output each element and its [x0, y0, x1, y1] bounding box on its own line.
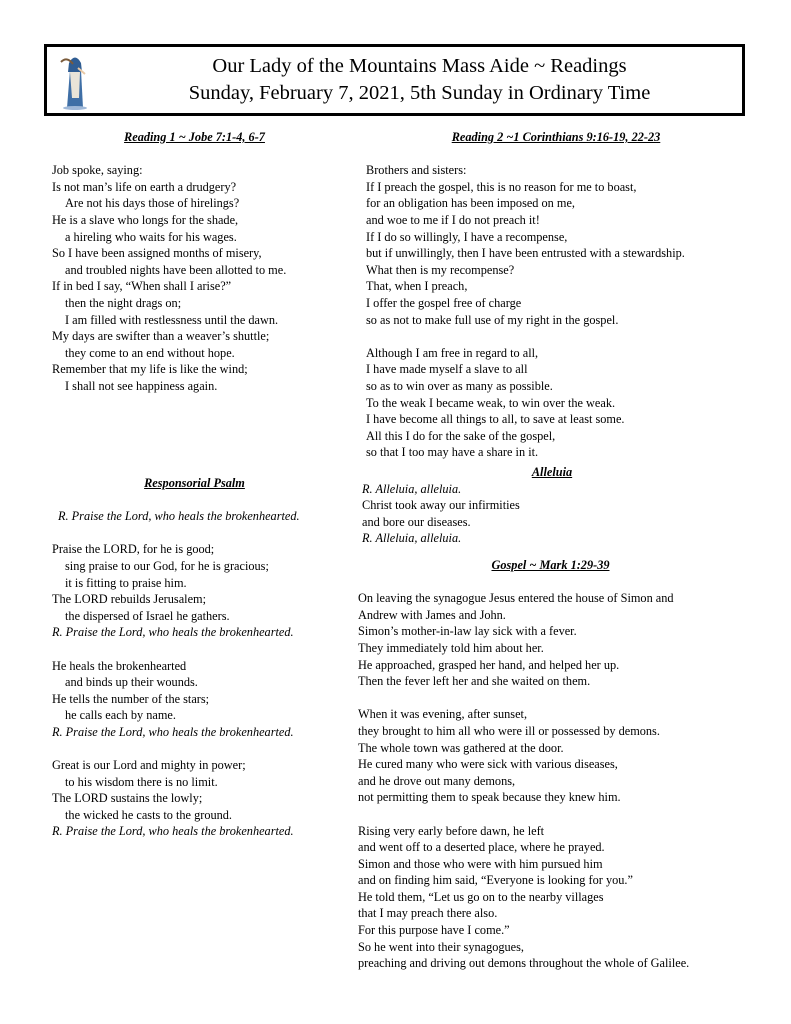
- gospel-line: Then the fever left her and she waited on them.: [358, 674, 591, 689]
- psalm-line: The LORD sustains the lowly;: [52, 791, 203, 806]
- gospel-line: preaching and driving out demons throughout the whole of Galilee.: [358, 956, 690, 971]
- psalm-response: R. Praise the Lord, who heals the brokenhearted.: [58, 509, 300, 524]
- psalm-line: He tells the number of the stars;: [52, 691, 210, 706]
- title-line-1: Our Lady of the Mountains Mass Aide ~ Readings: [212, 55, 627, 77]
- title-line-2: Sunday, February 7, 2021, 5th Sunday in Ordinary Time: [188, 82, 651, 104]
- gospel-line: and on finding him said, “Everyone is looking for you.”: [358, 873, 633, 888]
- psalm-heading: Responsorial Psalm: [144, 476, 245, 490]
- reading-2-line: so as not to make full use of my right in the gospel.: [366, 312, 619, 327]
- gospel-heading: Gospel ~ Mark 1:29-39: [491, 558, 610, 572]
- psalm-line: The LORD rebuilds Jerusalem;: [52, 592, 207, 607]
- reading-2-line: All this I do for the sake of the gospel,: [366, 428, 556, 443]
- psalm-line: he calls each by name.: [65, 708, 176, 723]
- gospel-line: that I may preach there also.: [358, 906, 498, 921]
- reading-2-line: I have made myself a slave to all: [366, 362, 528, 377]
- alleluia-line: R. Alleluia, alleluia.: [362, 531, 462, 546]
- psalm-line: it is fitting to praise him.: [65, 575, 187, 590]
- reading-2-line: and woe to me if I do not preach it!: [366, 212, 540, 227]
- reading-1-line: and troubled nights have been allotted to me.: [65, 262, 287, 277]
- psalm-line: the wicked he casts to the ground.: [65, 807, 232, 822]
- reading-2-line: What then is my recompense?: [366, 262, 515, 277]
- gospel-line: For this purpose have I come.”: [358, 923, 510, 938]
- psalm-line: the dispersed of Israel he gathers.: [65, 608, 230, 623]
- gospel-line: and went off to a deserted place, where he prayed.: [358, 840, 605, 855]
- psalm-line: and binds up their wounds.: [65, 675, 198, 690]
- gospel-line: and he drove out many demons,: [358, 773, 516, 788]
- reading-1-line: So I have been assigned months of misery,: [52, 246, 262, 261]
- gospel-line: On leaving the synagogue Jesus entered the house of Simon and: [358, 591, 674, 606]
- psalm-line: Praise the LORD, for he is good;: [52, 542, 215, 557]
- reading-2-line: That, when I preach,: [366, 279, 468, 294]
- madonna-icon: [53, 50, 97, 110]
- psalm-response: R. Praise the Lord, who heals the brokenhearted.: [52, 625, 294, 640]
- alleluia-line: R. Alleluia, alleluia.: [362, 481, 462, 496]
- reading-2-line: so that I too may have a share in it.: [366, 445, 539, 460]
- reading-2-line: so as to win over as many as possible.: [366, 378, 553, 393]
- psalm-line: He heals the brokenhearted: [52, 658, 187, 673]
- gospel-line: Rising very early before dawn, he left: [358, 823, 545, 838]
- psalm-line: to his wisdom there is no limit.: [65, 774, 218, 789]
- gospel-line: Andrew with James and John.: [358, 607, 506, 622]
- psalm-response: R. Praise the Lord, who heals the brokenhearted.: [52, 824, 294, 839]
- reading-1-line: He is a slave who longs for the shade,: [52, 212, 239, 227]
- reading-2-line: If I do so willingly, I have a recompense,: [366, 229, 568, 244]
- psalm-section: [52, 475, 337, 840]
- gospel-line: He told them, “Let us go on to the nearby villages: [358, 889, 604, 904]
- reading-2-line: but if unwillingly, then I have been entrusted with a stewardship.: [366, 246, 685, 261]
- header-box: [44, 44, 745, 116]
- reading-1-line: Is not man’s life on earth a drudgery?: [52, 179, 237, 194]
- reading-1-line: Remember that my life is like the wind;: [52, 362, 248, 377]
- gospel-line: When it was evening, after sunset,: [358, 707, 528, 722]
- reading-1-line: they come to an end without hope.: [65, 345, 235, 360]
- reading-1-line: I am filled with restlessness until the dawn.: [65, 312, 279, 327]
- reading-2-line: Brothers and sisters:: [366, 163, 467, 178]
- gospel-line: He approached, grasped her hand, and helped her up.: [358, 657, 620, 672]
- reading-2-line: If I preach the gospel, this is no reason for me to boast,: [366, 179, 637, 194]
- reading-2-heading: Reading 2 ~1 Corinthians 9:16-19, 22-23: [451, 130, 661, 144]
- reading-2-line: I have become all things to all, to save at least some.: [366, 412, 625, 427]
- psalm-line: Great is our Lord and mighty in power;: [52, 758, 246, 773]
- gospel-line: they brought to him all who were ill or possessed by demons.: [358, 723, 660, 738]
- gospel-line: Simon and those who were with him pursued him: [358, 856, 603, 871]
- reading-1-line: If in bed I say, “When shall I arise?”: [52, 279, 232, 294]
- alleluia-line: Christ took away our infirmities: [362, 498, 520, 513]
- gospel-line: He cured many who were sick with various diseases,: [358, 757, 618, 772]
- gospel-line: The whole town was gathered at the door.: [358, 740, 564, 755]
- reading-2-line: To the weak I became weak, to win over the weak.: [366, 395, 616, 410]
- reading-1-heading: Reading 1 ~ Jobe 7:1-4, 6-7: [124, 130, 265, 144]
- gospel-section: [358, 557, 743, 972]
- psalm-line: sing praise to our God, for he is gracious;: [65, 558, 269, 573]
- reading-1-line: I shall not see happiness again.: [65, 378, 218, 393]
- reading-1-line: Are not his days those of hirelings?: [65, 196, 240, 211]
- reading-2-line: I offer the gospel free of charge: [366, 295, 522, 310]
- page-title: [107, 53, 732, 107]
- gospel-line: They immediately told him about her.: [358, 640, 544, 655]
- gospel-line: So he went into their synagogues,: [358, 939, 524, 954]
- gospel-line: Simon’s mother-in-law lay sick with a fever.: [358, 624, 577, 639]
- reading-1-line: Job spoke, saying:: [52, 163, 143, 178]
- reading-2-section: [366, 129, 746, 461]
- reading-1-line: My days are swifter than a weaver’s shuttle;: [52, 329, 270, 344]
- gospel-line: not permitting them to speak because they knew him.: [358, 790, 621, 805]
- alleluia-heading: Alleluia: [531, 465, 573, 479]
- madonna-image: [53, 50, 97, 110]
- alleluia-section: [362, 464, 742, 547]
- reading-1-section: [52, 129, 337, 395]
- reading-2-line: for an obligation has been imposed on me,: [366, 196, 575, 211]
- reading-2-line: Although I am free in regard to all,: [366, 345, 539, 360]
- psalm-response: R. Praise the Lord, who heals the brokenhearted.: [52, 724, 294, 739]
- reading-1-line: then the night drags on;: [65, 295, 182, 310]
- reading-1-line: a hireling who waits for his wages.: [65, 229, 237, 244]
- alleluia-line: and bore our diseases.: [362, 514, 471, 529]
